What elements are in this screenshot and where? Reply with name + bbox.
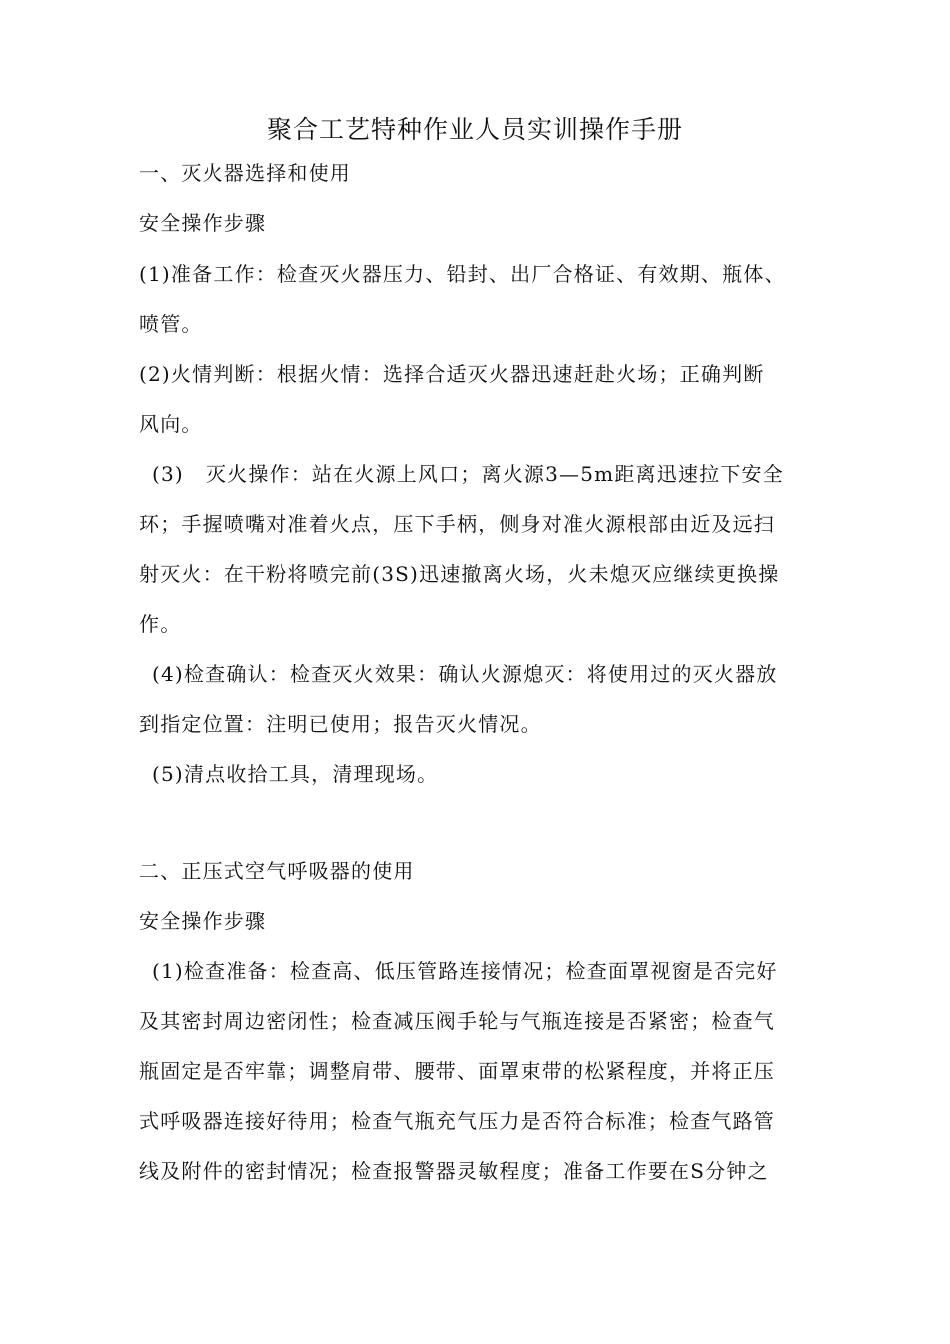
step-text: 灭火操作：站在火源上风口；离火源3—5m距离迅速拉下安全 (205, 462, 784, 486)
paragraph-line: (5)清点收拾工具，清理现场。 (152, 762, 439, 786)
paragraph-line: 风向。 (139, 412, 203, 436)
section-heading-fire-extinguisher: 一、灭火器选择和使用 (139, 161, 351, 185)
paragraph-line: 式呼吸器连接好待用；检查气瓶充气压力是否符合标准；检查气路管 (139, 1109, 775, 1133)
paragraph-line: 瓶固定是否牢靠；调整肩带、腰带、面罩束带的松紧程度，并将正压 (139, 1059, 775, 1083)
paragraph-line: (2)火情判断：根据火情：选择合适灭火器迅速赶赴火场；正确判断 (139, 362, 765, 386)
section-heading-breathing-apparatus: 二、正压式空气呼吸器的使用 (139, 859, 415, 883)
page-title: 聚合工艺特种作业人员实训操作手册 (266, 115, 683, 144)
step-number: (3) (152, 462, 184, 486)
paragraph-line (152, 458, 784, 487)
paragraph-line: (1)检查准备：检查高、低压管路连接情况；检查面罩视窗是否完好 (152, 959, 778, 983)
paragraph-line: 线及附件的密封情况；检查报警器灵敏程度；准备工作要在S分钟之 (139, 1159, 769, 1183)
paragraph-line: 环；手握喷嘴对准着火点，压下手柄，侧身对准火源根部由近及远扫 (139, 512, 775, 536)
section-subheading: 安全操作步骤 (139, 909, 267, 933)
paragraph-line: (4)检查确认：检查灭火效果：确认火源熄灭：将使用过的灭火器放 (152, 662, 778, 686)
section-subheading: 安全操作步骤 (139, 211, 267, 235)
paragraph-line: 作。 (139, 612, 182, 636)
paragraph-line: 喷管。 (139, 312, 203, 336)
paragraph-line: 到指定位置：注明已使用；报告灭火情况。 (139, 712, 542, 736)
paragraph-line: 及其密封周边密闭性；检查减压阀手轮与气瓶连接是否紧密；检查气 (139, 1009, 775, 1033)
paragraph-line: 射灭火：在干粉将喷完前(3S)迅速撤离火场，火未熄灭应继续更换操 (139, 562, 780, 586)
paragraph-line: (1)准备工作：检查灭火器压力、铅封、出厂合格证、有效期、瓶体、 (139, 262, 786, 286)
